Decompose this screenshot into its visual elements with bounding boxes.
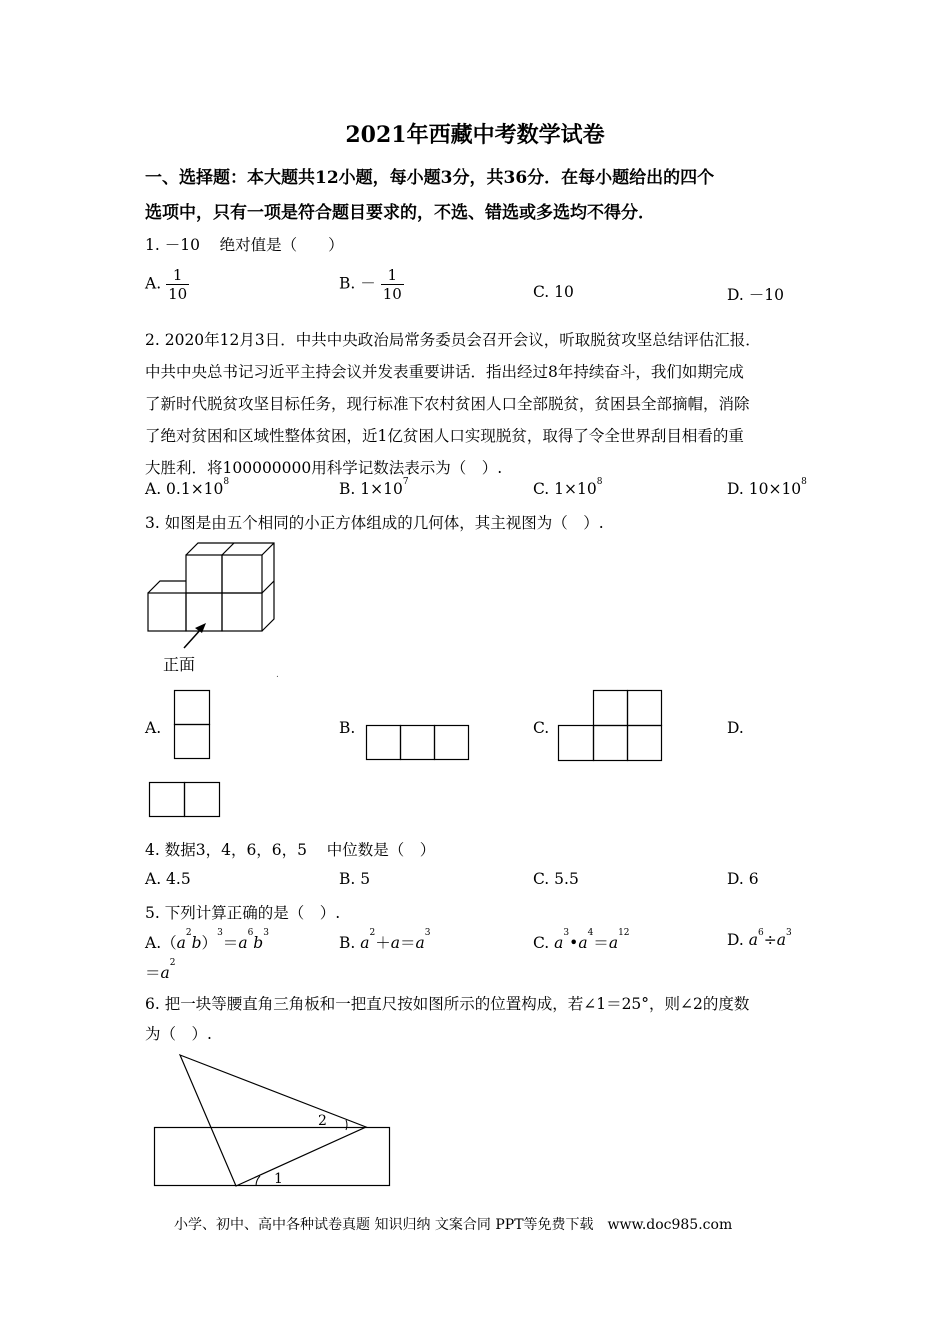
page-title: 2021年西藏中考数学试卷 [345,122,605,148]
section-heading-line2: 选项中，只有一项是符合题目要求的，不选、错选或多选均不得分． [145,203,655,223]
q1-option-b-label: B. － [339,274,376,293]
q3-option-a-figure[interactable] [174,690,210,760]
q1-stem-text: 绝对值是（ ） [219,236,344,254]
q1-option-b-fraction [381,266,404,303]
set-square-triangle [180,1055,366,1186]
q2-option-a-base: A. 0.1×10 [145,480,224,498]
q3-front-label: 正面 [163,655,196,674]
question-2-line3: 了新时代脱贫攻坚目标任务，现行标准下农村贫困人口全部脱贫，贫困县全部摘帽，消除 [145,395,750,413]
q2-option-d[interactable] [727,477,807,498]
q5-option-b-label: B. [339,934,356,952]
question-2-line2: 中共中央总书记习近平主持会议并发表重要讲话．指出经过8年持续奋斗，我们如期完成 [145,363,744,381]
q5-option-d-label: D. [727,931,744,949]
q1-option-c[interactable]: C. 10 [533,283,574,301]
q1-option-a-fraction [166,266,189,303]
q1-option-b[interactable] [339,266,404,303]
q5-option-a[interactable]: $A.(a^2b)^3=a^6b^3$ [145,928,269,952]
q1-option-d[interactable]: D. －10 [727,286,784,304]
q2-option-b-exponent: 7 [402,477,409,487]
q4-stem-data: 4. 数据3，4，6，6，5 [145,841,308,859]
q1-option-b-denominator: 10 [382,285,402,303]
q1-option-a-numerator: 1 [166,266,189,285]
q4-option-c[interactable]: C. 5.5 [533,870,579,888]
q6-figure [150,1050,400,1195]
q1-option-a-label: A. [145,274,162,293]
q2-option-c-exponent: 8 [596,477,603,487]
paragraph-mark: . [276,670,279,680]
q3-option-a-label[interactable]: A. [145,719,162,737]
q1-option-b-numerator: 1 [381,266,404,285]
q3-option-d-label[interactable]: D. [727,719,744,737]
q3-option-d-figure[interactable] [149,782,221,818]
q5-option-d[interactable]: D. $a^6\div a^3$ [727,928,792,949]
angle-1-arc [256,1176,260,1186]
q5-option-c[interactable]: C. $a^3•a^4=a^{12}$ [533,928,630,952]
q2-option-d-base: D. 10×10 [727,480,802,498]
page-footer: 小学、初中、高中各种试卷真题 知识归纳 文案合同 PPT等免费下载 www.doc985.com [174,1217,733,1233]
angle-1-label: 1 [274,1171,283,1187]
q3-option-b-figure[interactable] [366,725,470,761]
angle-2-label: 2 [318,1113,327,1129]
angle-2-arc [346,1120,347,1130]
q3-option-c-figure[interactable] [558,690,664,762]
q2-option-a-exponent: 8 [223,477,230,487]
q4-option-a[interactable]: A. 4.5 [145,870,191,888]
ruler [155,1128,390,1186]
q3-option-b-label[interactable]: B. [339,719,356,737]
q1-option-a[interactable] [145,266,189,303]
q2-option-b[interactable] [339,477,409,498]
question-5-stem: 5. 下列计算正确的是（ ）. [145,904,341,922]
q2-option-c-base: C. 1×10 [533,480,597,498]
q4-option-b[interactable]: B. 5 [339,870,371,888]
q5-option-a-label: A.（ [145,934,177,952]
question-2-line1: 2. 2020年12月3日．中共中央政治局常务委员会召开会议，听取脱贫攻坚总结评估汇报． [145,331,761,349]
q4-option-d[interactable]: D. 6 [727,870,759,888]
question-6-line1: 6. 把一块等腰直角三角板和一把直尺按如图所示的位置构成，若∠1＝25°，则∠2的度数 [145,995,750,1013]
question-2-line4: 了绝对贫困和区域性整体贫困，近1亿贫困人口实现脱贫，取得了令全世界刮目相看的重 [145,427,744,445]
q2-option-d-exponent: 8 [801,477,807,487]
q5-option-d-continued: $=a^2$ [145,958,176,982]
q2-option-c[interactable] [533,477,603,498]
q1-option-a-denominator: 10 [168,285,188,303]
q4-stem-text: 中位数是（ ） [326,841,436,859]
question-4-stem [145,838,435,860]
section-heading-line1: 一、选择题：本大题共12小题，每小题3分，共36分．在每小题给出的四个 [145,168,715,188]
q3-cube-outline [148,543,274,631]
question-2-line5: 大胜利．将100000000用科学记数法表示为（ ）. [145,459,503,477]
question-3-stem: 3. 如图是由五个相同的小正方体组成的几何体，其主视图为（ ）. [145,514,604,532]
q3-option-c-label[interactable]: C. [533,719,550,737]
q5-option-b[interactable]: B. $a^2+a=a^3$ [339,928,431,952]
q1-stem-number: 1. －10 [145,236,200,254]
q5-option-c-label: C. [533,934,550,952]
question-1-stem [145,233,344,255]
q2-option-a[interactable] [145,477,230,498]
q2-option-b-base: B. 1×10 [339,480,403,498]
question-6-line2: 为（ ）. [145,1025,212,1043]
